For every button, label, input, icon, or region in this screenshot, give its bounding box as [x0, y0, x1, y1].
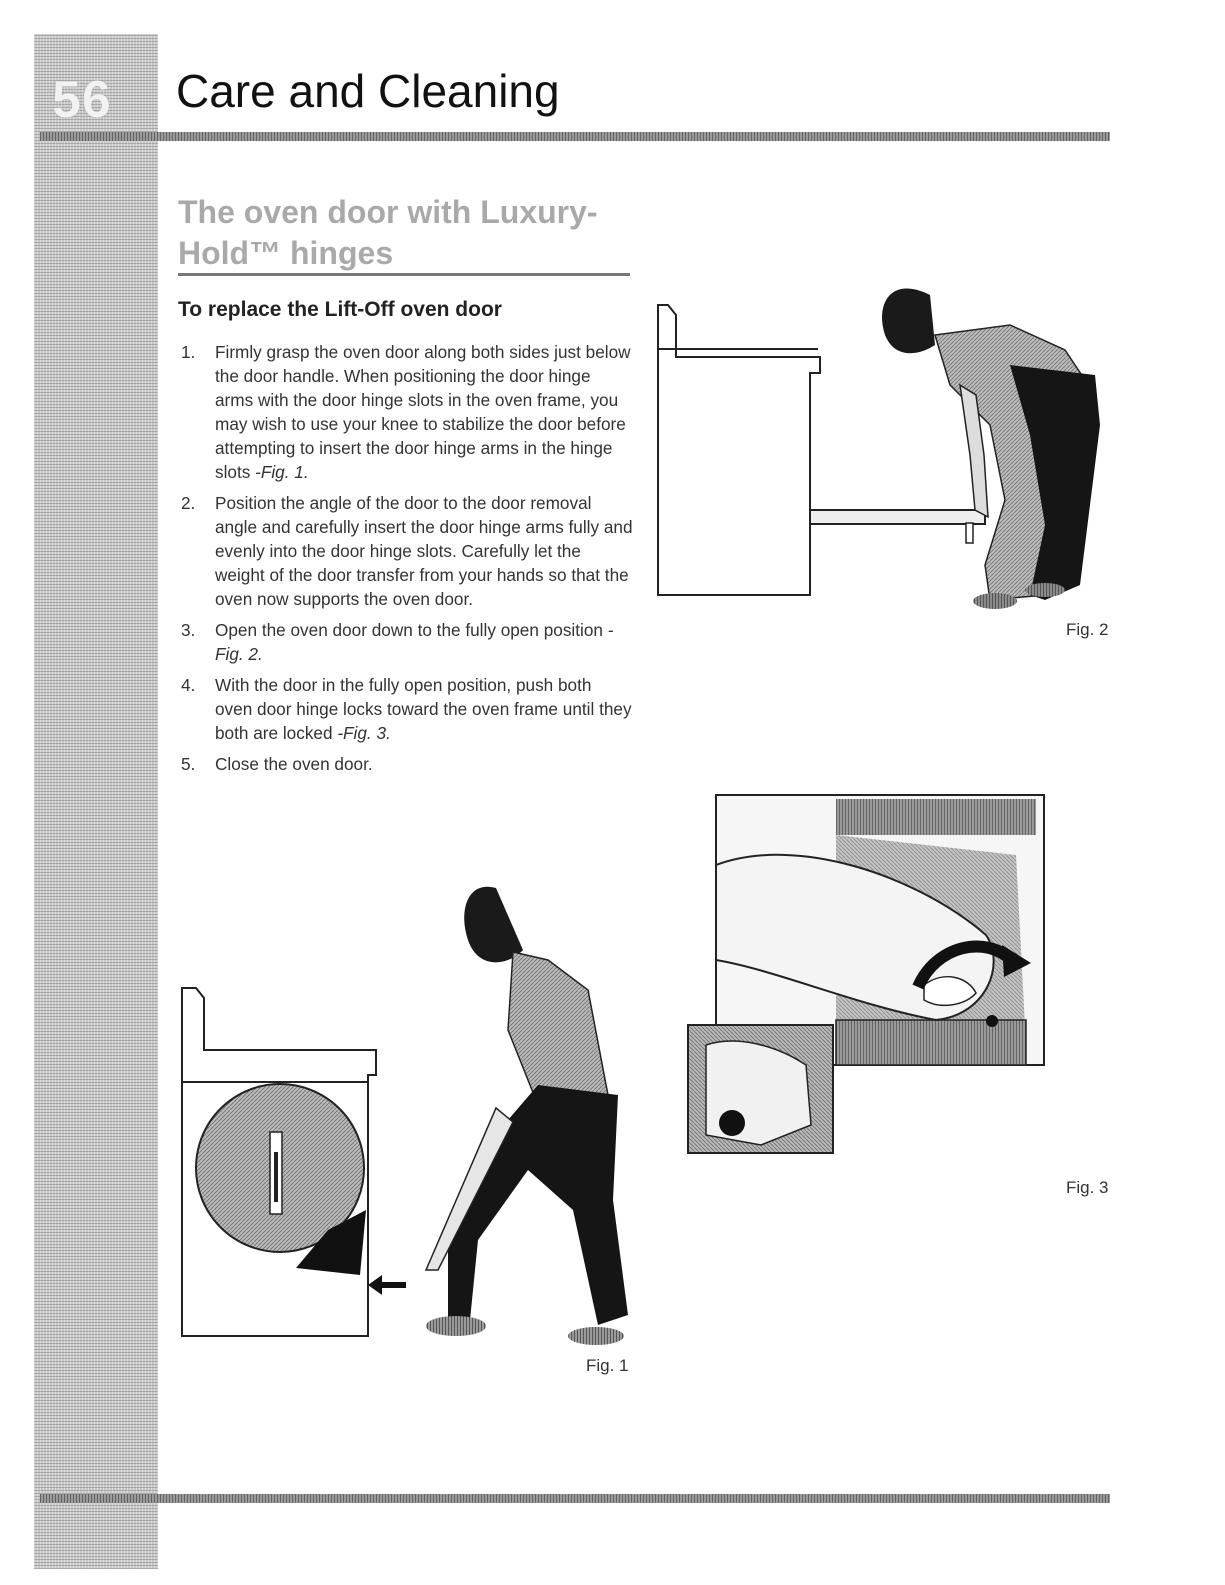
figure-1-caption: Fig. 1 — [586, 1356, 629, 1375]
section-rule — [178, 273, 630, 276]
subheading: To replace the Lift-Off oven door — [178, 298, 502, 321]
step-item — [178, 673, 633, 745]
step-number: 4. — [181, 675, 196, 695]
step-item — [178, 618, 633, 666]
step-text: Firmly grasp the oven door along both sides just below the door handle. When positioning the door hinge arms with the door hinge slots in the oven frame, you may wish to use your knee to stabilize the door before attempting to insert the door hinge arms in the hinge slots — [215, 342, 631, 482]
figure-reference: -Fig. 1. — [255, 462, 309, 482]
section-heading-line1: The oven door with Luxury- — [178, 194, 598, 230]
steps-list — [178, 340, 633, 783]
footer-rule — [40, 1494, 1110, 1503]
figure-3-illustration — [686, 795, 1046, 1155]
page-number: 56 — [52, 71, 112, 129]
figure-1-illustration — [178, 870, 638, 1350]
header-rule — [40, 132, 1110, 141]
page-title: Care and Cleaning — [176, 65, 560, 117]
step-item — [178, 491, 633, 611]
step-text: Open the oven door down to the fully open position — [215, 620, 608, 640]
step-number: 1. — [181, 342, 196, 362]
step-item — [178, 752, 633, 776]
figure-3-caption: Fig. 3 — [1066, 1178, 1109, 1197]
step-text: Position the angle of the door to the door removal angle and carefully insert the door hinge arms fully and evenly into the door hinge slots. Carefully let the weight of the door transfer from your hands so that the oven now supports the oven door. — [215, 493, 633, 609]
figure-reference: -Fig. 3. — [337, 723, 391, 743]
figure-2-illustration — [650, 265, 1110, 615]
step-number: 5. — [181, 754, 196, 774]
step-number: 3. — [181, 620, 196, 640]
section-heading-line2: Hold™ hinges — [178, 235, 394, 271]
step-number: 2. — [181, 493, 196, 513]
step-text: With the door in the fully open position, push both oven door hinge locks toward the oven frame until they both are locked — [215, 675, 632, 743]
figure-reference: -Fig. 2. — [215, 620, 614, 664]
step-item — [178, 340, 633, 484]
page-sidebar — [34, 34, 158, 1569]
step-text: Close the oven door. — [215, 754, 373, 774]
section-heading — [178, 192, 638, 274]
figure-2-caption: Fig. 2 — [1066, 620, 1109, 639]
